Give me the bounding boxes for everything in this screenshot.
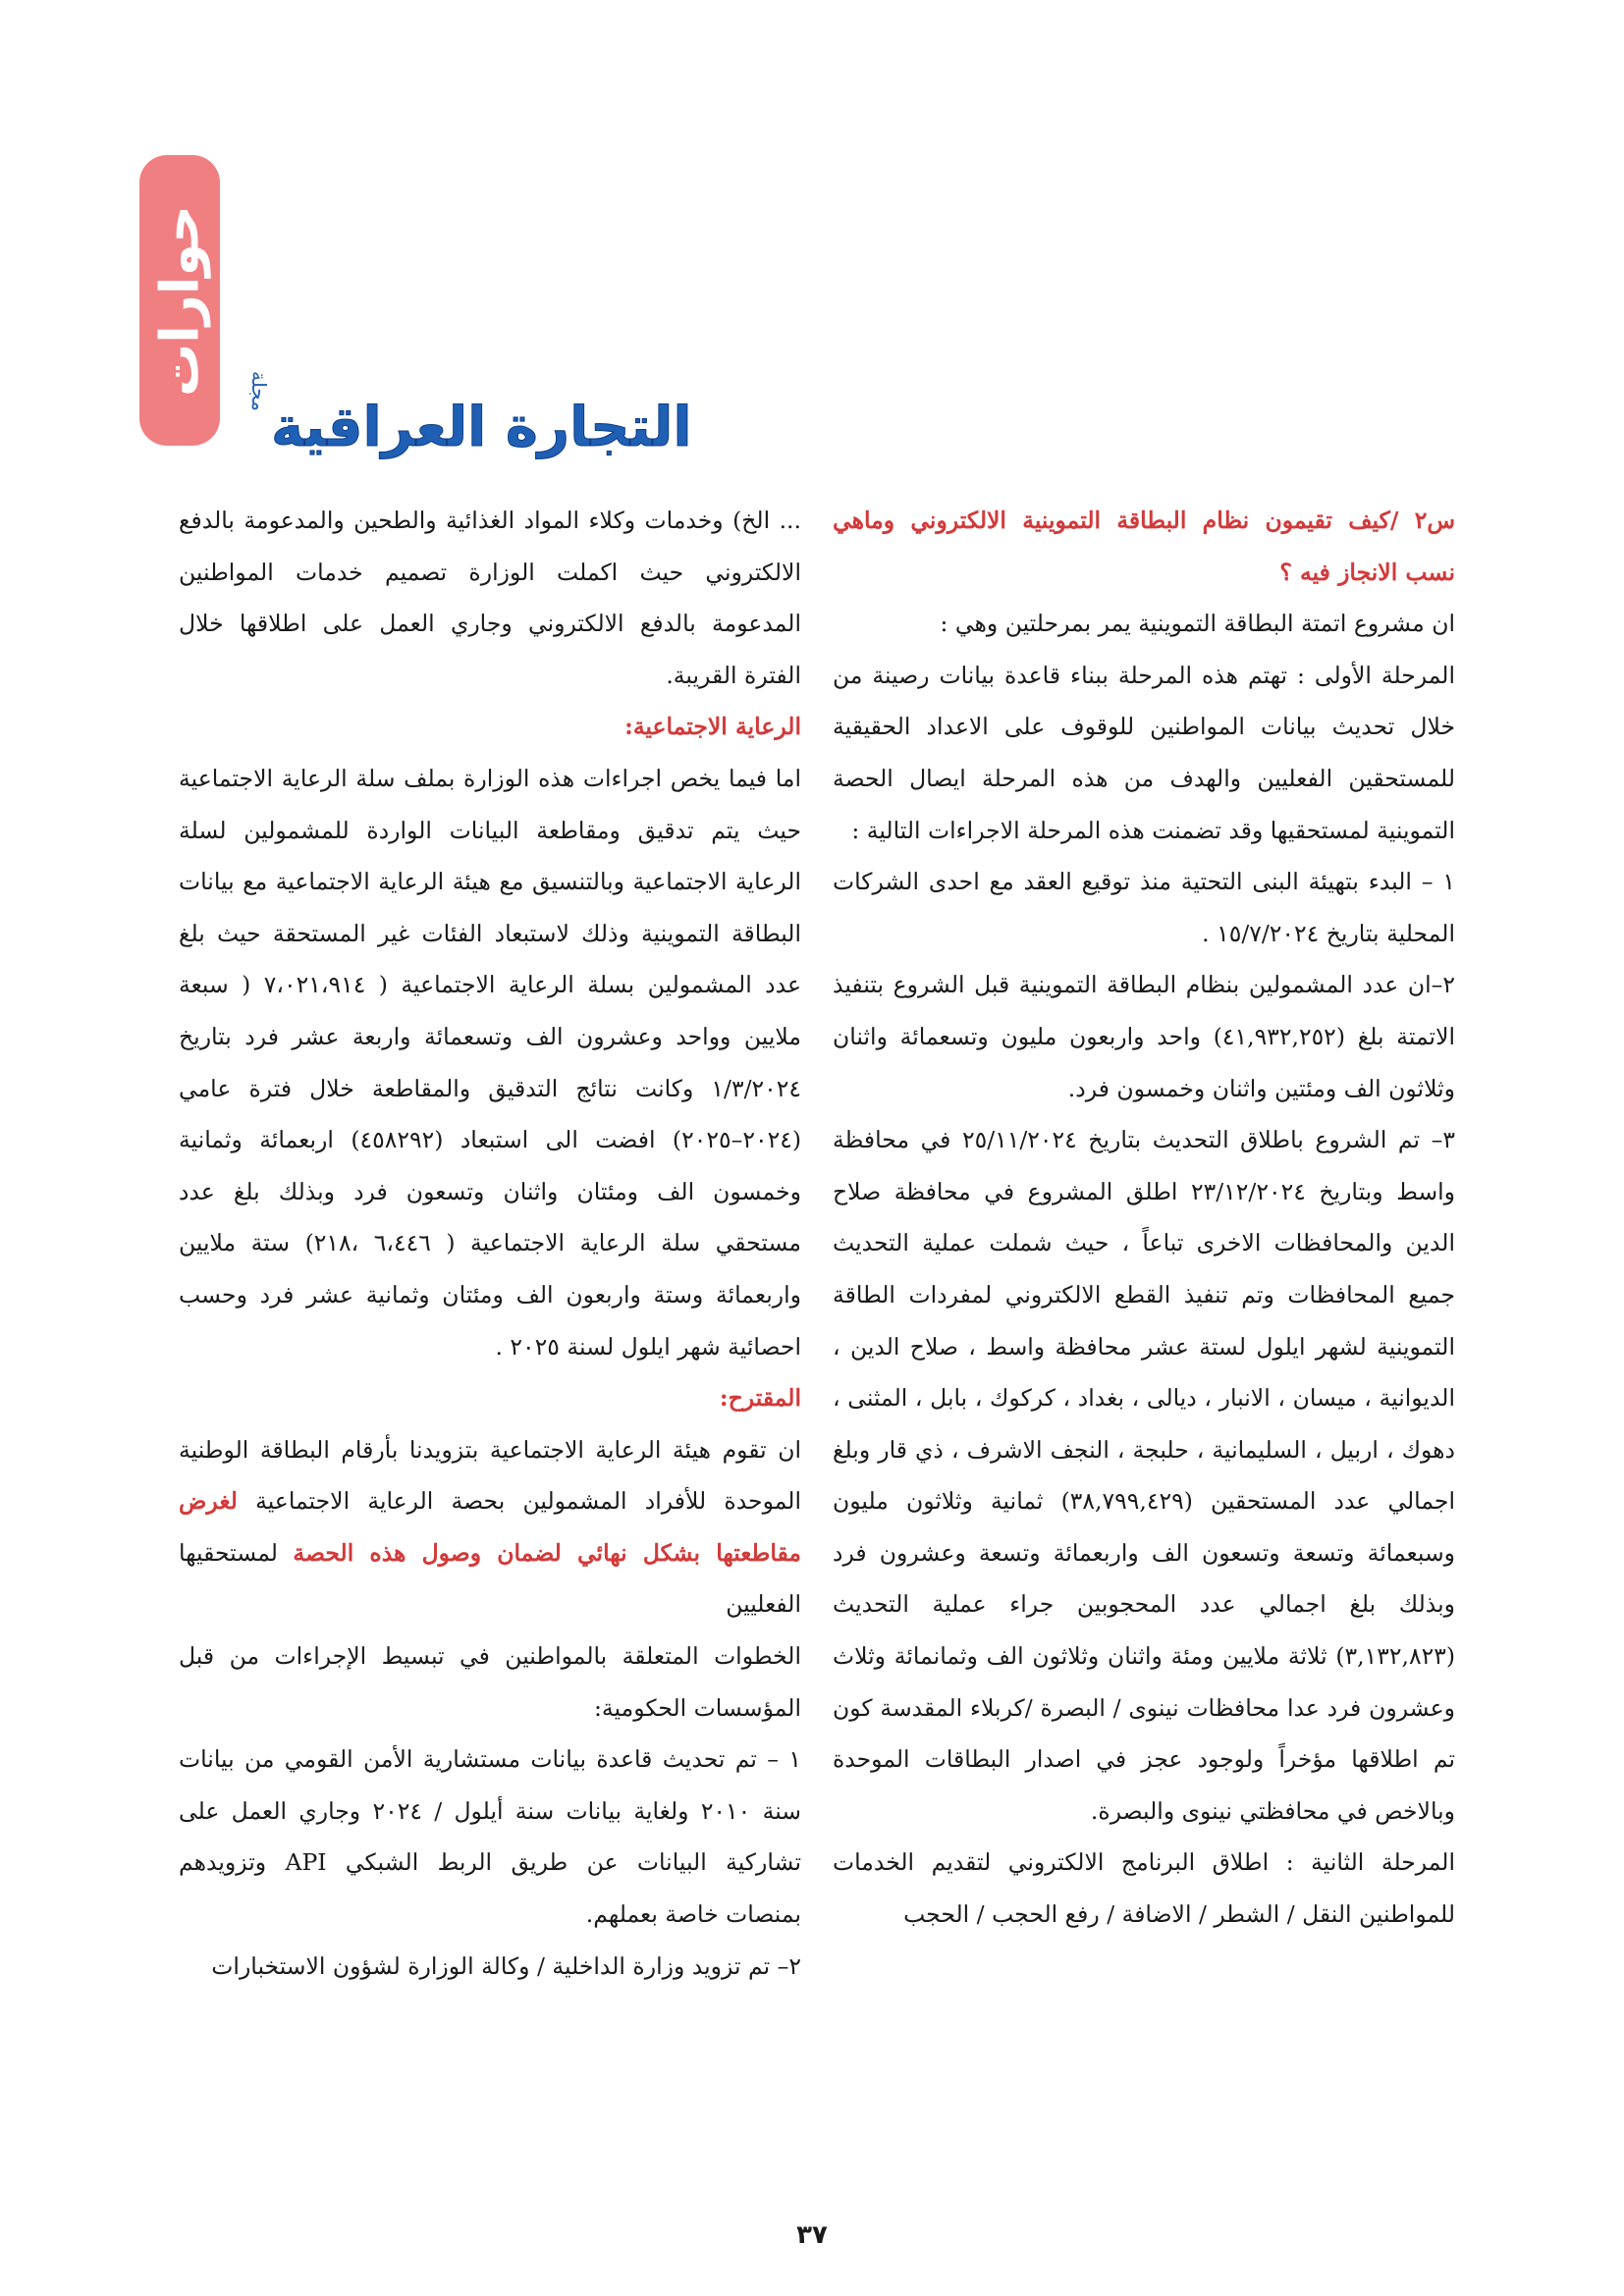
paragraph: ان مشروع اتمتة البطاقة التموينية يمر بمرحلتين وهي :	[940, 610, 1455, 638]
paragraph: ٣– تم الشروع باطلاق التحديث بتاريخ ٢٥/١١/٢٠٢٤ في محافظة واسط وبتاريخ ٢٣/١٢/٢٠٢٤ اطلق المشروع في محافظة صلاح الدين والمحافظات الاخرى تباعاً ، حيث شملت عملية التحديث جميع المحافظات وتم تنفيذ القطع الالكتروني لمفردات الطاقة التموينية لشهر ايلول لستة عشر محافظة واسط ، صلاح الدين ، الديوانية ، ميسان ، الانبار ، ديالى ، بغداد ، كركوك ، بابل ، المثنى ، دهوك ، اربيل ، السليمانية ، حلبجة ، النجف الاشرف ، ذي قار وبلغ اجمالي عدد المستحقين (٣٨,٧٩٩,٤٢٩) ثمانية وثلاثون مليون وسبعمائة وتسعة وتسعون الف واربعمائة وتسعة وعشرون فرد وبذلك بلغ اجمالي عدد المحجوبين جراء عملية التحديث (٣,١٣٢,٨٢٣) ثلاثة ملايين ومئة واثنان وثلاثون الف وثمانمائة وثلاث وعشرون فرد عدا محافظات نينوى / البصرة /كربلاء المقدسة كون تم اطلاقها مؤخراً ولوجود عجز في اصدار البطاقات الموحدة وبالاخص في محافظتي نينوى والبصرة.	[833, 1126, 1456, 1825]
section-tab	[139, 155, 220, 446]
proposal-paragraph	[179, 1424, 801, 1630]
proposal-text: لمستحقيها الفعليين	[179, 1538, 801, 1619]
left-column	[179, 495, 801, 1992]
paragraph: ... الخ) وخدمات وكلاء المواد الغذائية والطحين والمدعومة بالدفع الالكتروني حيث اكملت الوزارة تصميم خدمات المواطنين المدعومة بالدفع الالكتروني وجاري العمل على اطلاقها خلال الفترة القريبة.	[179, 507, 801, 689]
magazine-logo-subtitle: مجلة	[247, 371, 271, 411]
paragraph: المرحلة الأولى : تهتم هذه المرحلة ببناء قاعدة بيانات رصينة من خلال تحديث بيانات المواطنين للوقوف على الاعداد الحقيقية للمستحقين الفعليين والهدف من هذه المرحلة ايصال الحصة التموينية لمستحقيها وقد تضمنت هذه المرحلة الاجراءات التالية :	[833, 661, 1455, 844]
proposal-text: ان تقوم هيئة الرعاية الاجتماعية بتزويدنا بأرقام البطاقة الوطنية الموحدة للأفراد المشمولين بحصة الرعاية الاجتماعية	[179, 1435, 801, 1516]
section-tab-label: حوارات	[148, 204, 211, 397]
paragraph: ١ – البدء بتهيئة البنى التحتية منذ توقيع العقد مع احدى الشركات المحلية بتاريخ ١٥/٧/٢٠٢٤ .	[833, 868, 1455, 947]
paragraph: ١ – تم تحديث قاعدة بيانات مستشارية الأمن القومي من بيانات سنة ٢٠١٠ ولغاية بيانات سنة أيلول / ٢٠٢٤ وجاري العمل على تشاركية البيانات عن طريق الربط الشبكي API وتزويدهم بمنصات خاصة بعملهم.	[179, 1745, 801, 1929]
right-column	[833, 495, 1455, 1941]
paragraph: الخطوات المتعلقة بالمواطنين في تبسيط الإجراءات من قبل المؤسسات الحكومية:	[179, 1642, 801, 1722]
interview-question: س٢ /كيف تقيمون نظام البطاقة التموينية الالكتروني وماهي نسب الانجاز فيه ؟	[833, 507, 1455, 586]
section-heading: المقترح:	[719, 1384, 801, 1413]
paragraph: المرحلة الثانية : اطلاق البرنامج الالكتروني لتقديم الخدمات للمواطنين النقل / الشطر / الاضافة / رفع الحجب / الحجب	[833, 1848, 1455, 1929]
page-number: ٣٧	[796, 2220, 828, 2250]
magazine-logo-title: التجارة العراقية	[271, 396, 692, 459]
paragraph: ٢–ان عدد المشمولين بنظام البطاقة التموينية قبل الشروع بتنفيذ الاتمتة بلغ (٤١,٩٣٢,٢٥٢) واحد واربعون مليون وتسعمائة واثنان وثلاثون الف ومئتين واثنان وخمسون فرد.	[833, 971, 1456, 1102]
section-heading: الرعاية الاجتماعية:	[624, 713, 801, 741]
magazine-logo	[242, 371, 692, 459]
paragraph: اما فيما يخص اجراءات هذه الوزارة بملف سلة الرعاية الاجتماعية حيث يتم تدقيق ومقاطعة البيانات الواردة للمشمولين لسلة الرعاية الاجتماعية وبالتنسيق مع هيئة الرعاية الاجتماعية مع بيانات البطاقة التموينية وذلك لاستبعاد الفئات غير المستحقة حيث بلغ عدد المشمولين بسلة الرعاية الاجتماعية ( ٧،٠٢١،٩١٤ ( سبعة ملايين وواحد وعشرون الف وتسعمائة واربعة عشر فرد بتاريخ ١/٣/٢٠٢٤ وكانت نتائج التدقيق والمقاطعة خلال فترة عامي (٢٠٢٤–٢٠٢٥) افضت الى استبعاد (٤٥٨٢٩٢) اربعمائة وثمانية وخمسون الف ومئتان واثنان وتسعون فرد وبذلك بلغ عدد مستحقي سلة الرعاية الاجتماعية ( ٦،٤٤٦ ،٢١٨) ستة ملايين واربعمائة وستة واربعون الف ومئتان وثمانية عشر فرد وحسب احصائية شهر ايلول لسنة ٢٠٢٥ .	[179, 764, 801, 1361]
proposal-highlight: لغرض مقاطعتها بشكل نهائي لضمان وصول هذه الحصة	[179, 1487, 801, 1567]
paragraph: ٢– تم تزويد وزارة الداخلية / وكالة الوزارة لشؤون الاستخبارات	[211, 1951, 801, 1980]
